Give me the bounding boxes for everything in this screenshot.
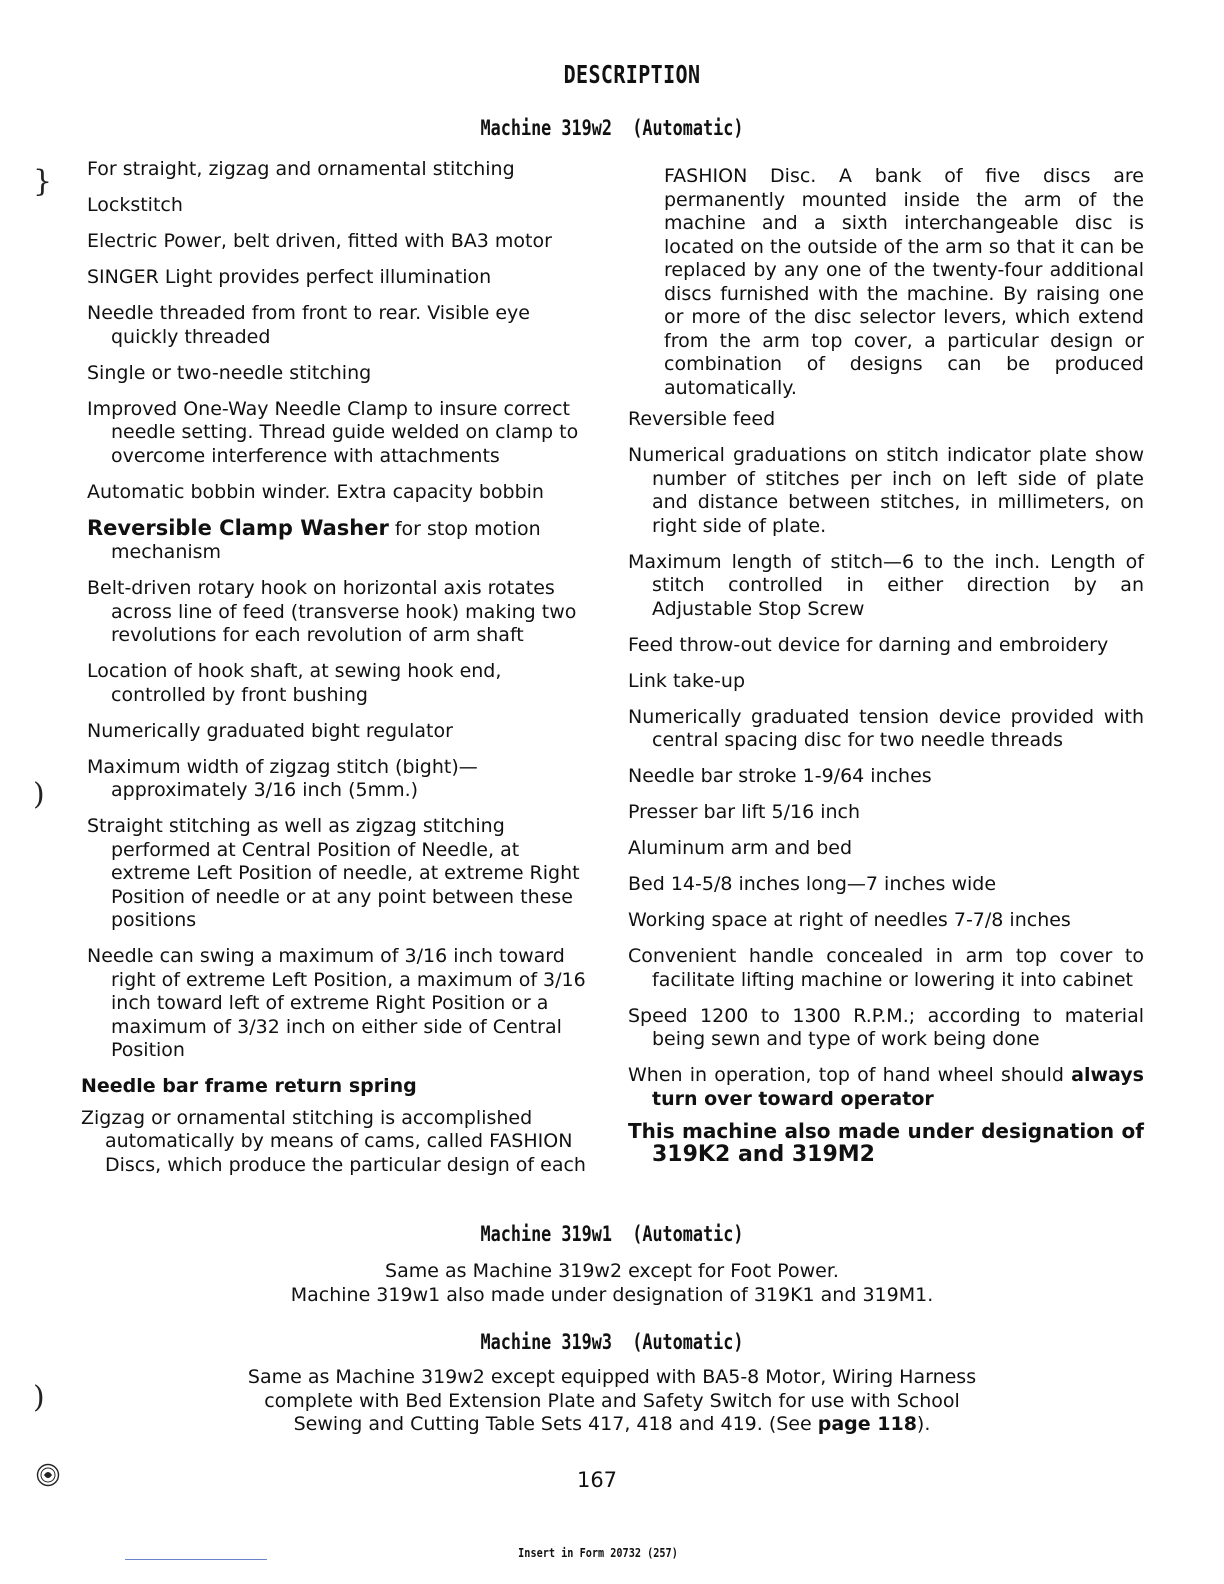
spec-item: Electric Power, belt driven, fitted with BA3 motor [87, 230, 552, 252]
zigzag-paragraph: Zigzag or ornamental stitching is accomplished automatically by means of cams, called FASHION Discs, which produce the particular design of each [81, 1106, 586, 1176]
spec-item: For straight, zigzag and ornamental stitching [87, 158, 515, 180]
description-line: complete with Bed Extension Plate and Safety Switch for use with School [264, 1389, 960, 1412]
hand-wheel-text: When in operation, top of hand wheel should [628, 1064, 1064, 1086]
spec-item: Numerical graduations on stitch indicator plate show number of stitches per inch on left side of plate and distance between stitches, in millimeters, on right side of plate. [628, 444, 1144, 537]
heading-machine-319w3: Machine 319w3 (Automatic) [480, 1330, 744, 1354]
spec-item: Maximum width of zigzag stitch (bight)—approximately 3/16 inch (5mm.) [87, 755, 478, 801]
spec-item: Numerically graduated tension device provided with central spacing disc for two needle threads [628, 705, 1144, 751]
divider [125, 1559, 267, 1560]
footer-form-insert: Insert in Form 20732 (257) [518, 1546, 678, 1560]
spec-item: Improved One-Way Needle Clamp to insure correct needle setting. Thread guide welded on clamp to overcome interference with attachments [87, 397, 579, 467]
description-line: Same as Machine 319w2 except equipped with BA5-8 Motor, Wiring Harness [247, 1366, 977, 1388]
page-number: 167 [576, 1468, 618, 1492]
spec-item: Needle can swing a maximum of 3/16 inch toward right of extreme Left Position, a maximum of 3/16 inch toward left of extreme Right Position or a maximum of 3/32 inch on either side of Central Position [87, 945, 586, 1061]
spec-item: Reversible feed [628, 408, 776, 430]
description-text: ). [916, 1413, 931, 1435]
spec-item: Bed 14-5/8 inches long—7 inches wide [628, 873, 997, 895]
spec-item: Belt-driven rotary hook on horizontal axis rotates across line of feed (transverse hook) making two revolutions for each revolution of arm shaft [87, 577, 577, 646]
machine-319w1-description [0, 1260, 1224, 1307]
spec-item: Aluminum arm and bed [628, 837, 853, 859]
spec-item: SINGER Light provides perfect illumination [87, 266, 492, 288]
return-spring-heading: Needle bar frame return spring [81, 1075, 417, 1097]
spec-item: Needle threaded from front to rear. Visible eye quickly threaded [87, 302, 530, 348]
spec-item: Location of hook shaft, at sewing hook end, controlled by front bushing [87, 660, 502, 706]
left-column [81, 158, 593, 1190]
designation-text: This machine also made under designation of [628, 1118, 1144, 1143]
designation-models: 319K2 and 319M2 [652, 1142, 875, 1167]
spec-item: Straight stitching as well as zigzag stitching performed at Central Position of Needle, at extreme Left Position of needle, at extreme Right Position of needle or at any point between these positions [87, 815, 580, 931]
spec-item: Needle bar stroke 1-9/64 inches [628, 765, 932, 787]
page-reference: page 118 [817, 1413, 917, 1435]
description-text: Sewing and Cutting Table Sets 417, 418 and 419. (See [293, 1413, 818, 1435]
spec-item: Lockstitch [87, 194, 183, 216]
spec-item: Link take-up [628, 669, 746, 692]
margin-brace: } [33, 164, 53, 199]
margin-brace: ) [33, 777, 45, 812]
description-line: Same as Machine 319w2 except for Foot Power. [385, 1260, 839, 1282]
spec-item: Maximum length of stitch—6 to the inch. Length of stitch controlled in either direction by an Adjustable Stop Screw [628, 550, 1144, 620]
heading-machine-319w2: Machine 319w2 (Automatic) [480, 116, 744, 140]
right-column [628, 165, 1144, 1179]
spec-item: Feed throw-out device for darning and embroidery [628, 633, 1109, 656]
reversible-clamp-label: Reversible Clamp Washer [87, 515, 389, 540]
spec-item: Automatic bobbin winder. Extra capacity bobbin [87, 480, 544, 503]
spec-item: Single or two-needle stitching [87, 361, 372, 384]
spec-item: Presser bar lift 5/16 inch [628, 801, 861, 823]
page-title: DESCRIPTION [563, 60, 701, 89]
spec-item: Working space at right of needles 7-7/8 inches [628, 909, 1071, 931]
description-line [0, 1413, 1224, 1437]
spec-item-reversible-clamp [87, 517, 593, 565]
machine-319w3-description [0, 1366, 1224, 1437]
spec-item: Speed 1200 to 1300 R.P.M.; according to material being sewn and type of work being done [628, 1004, 1144, 1050]
margin-brace: ) [33, 1380, 45, 1415]
hand-wheel-bold: always turn over toward operator [652, 1064, 1144, 1110]
heading-machine-319w1: Machine 319w1 (Automatic) [480, 1222, 744, 1246]
designation-note [628, 1120, 1144, 1167]
reversible-clamp-text: for stop motion mechanism [111, 517, 541, 563]
spec-item: Convenient handle concealed in arm top cover to facilitate lifting machine or lowering it into cabinet [628, 945, 1144, 991]
spec-item-hand-wheel [628, 1064, 1144, 1111]
fashion-disc-continuation: FASHION Disc. A bank of five discs are permanently mounted inside the arm of the machine and a sixth interchangeable disc is located on the outside of the arm so that it can be replaced by any one of the twenty-four additional discs furnished with the machine. By raising one or more of the disc selector levers, which extend from the arm top cover, a particular design or combination of designs can be produced automatically. [664, 165, 1144, 399]
spec-item: Numerically graduated bight regulator [87, 719, 453, 742]
description-line: Machine 319w1 also made under designation of 319K1 and 319M1. [290, 1283, 934, 1306]
